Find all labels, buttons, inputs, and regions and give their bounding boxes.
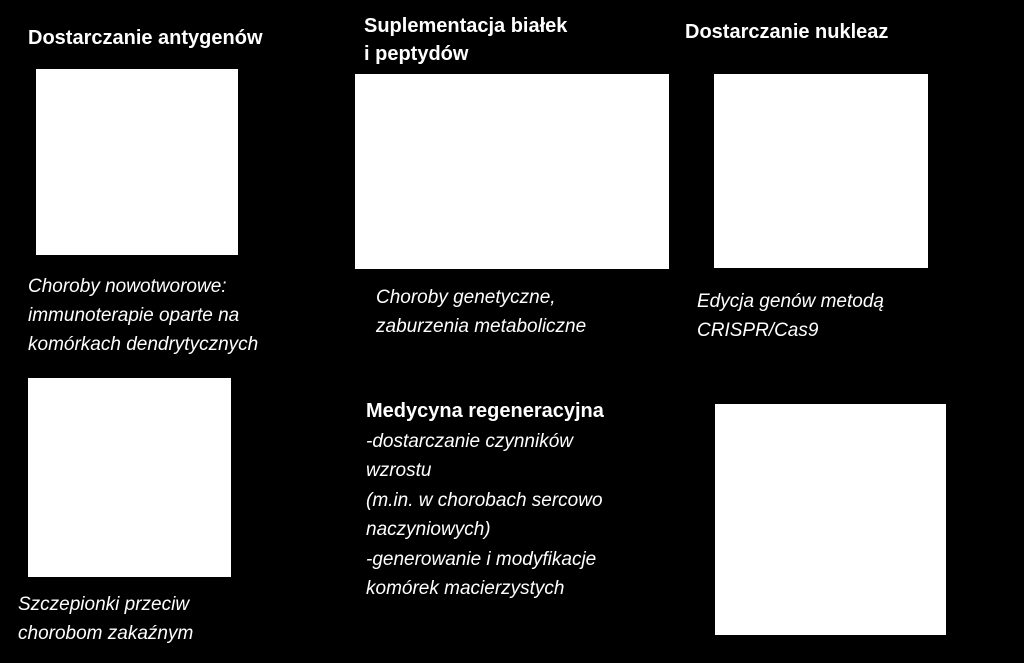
caption-line: chorobom zakaźnym bbox=[18, 623, 194, 644]
regenerative-line: wzrostu bbox=[366, 460, 432, 481]
regenerative-medicine-title: Medycyna regeneracyjna bbox=[366, 400, 604, 422]
regenerative-line: -generowanie i modyfikacje bbox=[366, 548, 597, 570]
caption-cancer-immunotherapy bbox=[28, 272, 258, 359]
image-panel-nuclease-delivery bbox=[714, 74, 928, 268]
image-panel-antigen-delivery bbox=[36, 69, 238, 255]
heading-line: Suplementacja białek bbox=[364, 15, 568, 37]
caption-line: Szczepionki przeciw bbox=[18, 594, 190, 615]
regenerative-line: (m.in. w chorobach sercowo bbox=[366, 489, 603, 511]
image-panel-vaccines bbox=[28, 378, 231, 577]
caption-line: Edycja genów metodą bbox=[697, 291, 884, 312]
caption-line: immunoterapie oparte na bbox=[28, 305, 240, 326]
caption-genetic-diseases bbox=[376, 283, 586, 341]
heading-protein-supplementation bbox=[364, 12, 567, 68]
caption-line: zaburzenia metaboliczne bbox=[376, 316, 587, 337]
image-panel-protein-supplementation bbox=[355, 74, 669, 269]
regenerative-line: -dostarczanie czynników bbox=[366, 430, 573, 452]
caption-crispr-editing bbox=[697, 287, 884, 345]
regenerative-line: komórek macierzystych bbox=[366, 578, 565, 599]
caption-line: Choroby nowotworowe: bbox=[28, 276, 227, 297]
regenerative-line: naczyniowych) bbox=[366, 519, 491, 540]
caption-line: komórkach dendrytycznych bbox=[28, 334, 259, 355]
caption-vaccines bbox=[18, 590, 193, 648]
heading-line: i peptydów bbox=[364, 43, 469, 65]
caption-line: CRISPR/Cas9 bbox=[697, 320, 819, 341]
heading-line: Dostarczanie antygenów bbox=[28, 27, 263, 49]
image-panel-regenerative bbox=[715, 404, 946, 635]
heading-nuclease-delivery bbox=[685, 18, 888, 46]
heading-antigen-delivery bbox=[28, 24, 263, 52]
caption-line: Choroby genetyczne, bbox=[376, 287, 556, 308]
regenerative-medicine-block bbox=[366, 397, 604, 604]
heading-line: Dostarczanie nukleaz bbox=[685, 21, 889, 43]
